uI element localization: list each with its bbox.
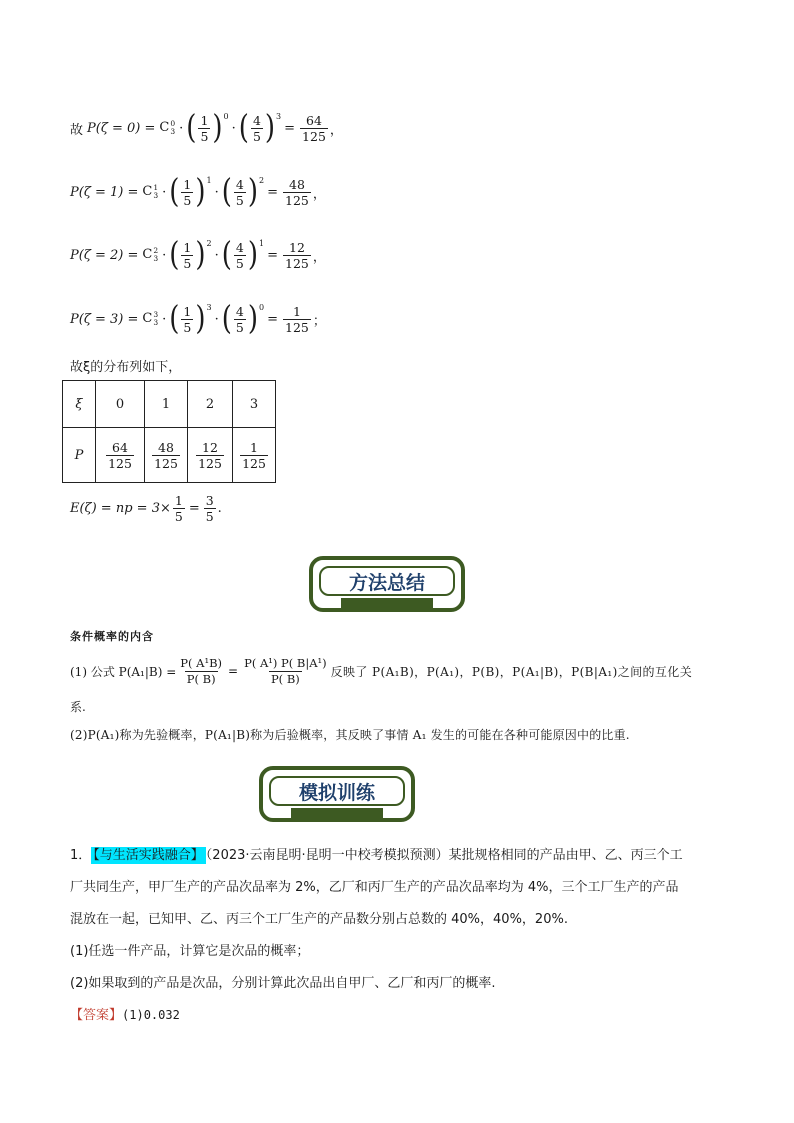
question-line-3: 混放在一起，已知甲、乙、丙三个工厂生产的产品数分别占总数的 40%，40%，20%. bbox=[70, 912, 568, 927]
punct: ， bbox=[329, 122, 343, 138]
method-heading: 条件概率的内含 bbox=[70, 630, 154, 643]
banner-title: 方法总结 bbox=[319, 566, 455, 596]
topic-tag: 【与生活实践融合】 bbox=[93, 848, 204, 863]
fraction: $\frac{1}{5}$ bbox=[200, 112, 209, 144]
distribution-intro: 故ξ的分布列如下， bbox=[70, 360, 182, 375]
question-number: 1． bbox=[70, 848, 92, 863]
table-cell: 0 bbox=[96, 381, 145, 428]
table-cell: $\frac{48}{125}$ bbox=[145, 428, 188, 483]
prob-lhs: P(ζ = 3) = bbox=[70, 311, 139, 327]
fraction: $\frac{4}{5}$ bbox=[252, 112, 261, 144]
fraction: $\frac{4}{5}$ bbox=[235, 239, 244, 271]
table-cell: ξ bbox=[63, 381, 96, 428]
method-summary-banner bbox=[309, 556, 465, 612]
prob-line-1: P(ζ = 1) = C 1 3 · ( $\frac{1}{5}$ ) 1 · ( $\frac{4}{5}$ ) 2 = $\frac{48}{125}$ ， bbox=[70, 173, 326, 211]
table-cell: $\frac{12}{125}$ bbox=[188, 428, 233, 483]
distribution-table bbox=[62, 380, 276, 483]
table-cell: P bbox=[63, 428, 96, 483]
question-source: （2023·云南昆明·昆明一中校考模拟预测）某批规格相同的产品由甲、乙、丙三个工 bbox=[205, 848, 683, 863]
answer-line bbox=[70, 1004, 180, 1023]
fraction: $\frac{3}{5}$ bbox=[205, 492, 214, 524]
sub-question-1: (1)任选一件产品，计算它是次品的概率； bbox=[70, 944, 310, 959]
combination: C 1 3 bbox=[142, 183, 159, 200]
combination: C 0 3 bbox=[159, 119, 176, 136]
table-cell: 3 bbox=[233, 381, 276, 428]
punct: ， bbox=[312, 186, 326, 202]
fraction: $\frac{\text{P( A¹) P( B|A¹)}}{P( B)}$ bbox=[244, 655, 327, 686]
result-fraction: $\frac{48}{125}$ bbox=[285, 176, 309, 208]
table-cell: 2 bbox=[188, 381, 233, 428]
fraction: $\frac{1}{5}$ bbox=[183, 303, 192, 335]
table-cell: $\frac{1}{125}$ bbox=[233, 428, 276, 483]
banner-title: 模拟训练 bbox=[269, 776, 405, 806]
table-cell: $\frac{64}{125}$ bbox=[96, 428, 145, 483]
prob-lhs: P(ζ = 1) = bbox=[70, 184, 139, 200]
punct: ； bbox=[312, 313, 326, 329]
table-cell: 1 bbox=[145, 381, 188, 428]
fraction: $\frac{4}{5}$ bbox=[235, 176, 244, 208]
answer-label: 【答案】 bbox=[70, 1008, 123, 1023]
prob-lhs: P(ζ = 0) = bbox=[87, 120, 156, 136]
question-line-1 bbox=[70, 844, 683, 863]
combination: C 3 3 bbox=[142, 310, 159, 327]
punct: ， bbox=[312, 249, 326, 265]
fraction: $\frac{1}{5}$ bbox=[183, 176, 192, 208]
method-item-1: (1) 公式 P(A₁|B) = $\frac{\text{P( A¹B)}}{P( B)}$ = $\frac{\text{P( A¹) P( B|A¹)}}{P( B)}$ 反映了 P(A₁B)，P(A₁)，P(B)，P(A₁|B)，P(B|A₁)之间的互化关 bbox=[70, 655, 693, 686]
result-fraction: $\frac{64}{125}$ bbox=[302, 112, 326, 144]
prob-line-2: P(ζ = 2) = C 2 3 · ( $\frac{1}{5}$ ) 2 · ( $\frac{4}{5}$ ) 1 = $\frac{12}{125}$ ， bbox=[70, 236, 326, 274]
expectation-line: E(ζ) = np = 3× $\frac{1}{5}$ = $\frac{3}{5}$ . bbox=[70, 492, 222, 524]
result-fraction: $\frac{12}{125}$ bbox=[285, 239, 309, 271]
fraction: $\frac{1}{5}$ bbox=[174, 492, 183, 524]
prob-line-0: 故 P(ζ = 0) = C 0 3 · ( $\frac{1}{5}$ ) 0 · ( $\frac{4}{5}$ ) 3 = $\frac{64}{125}$ ， bbox=[70, 109, 343, 147]
conclusion-word: 故 bbox=[70, 122, 84, 138]
answer-value: (1)0.032 bbox=[122, 1008, 180, 1022]
fraction: $\frac{\text{P( A¹B)}}{P( B)}$ bbox=[180, 655, 223, 686]
fraction: $\frac{1}{5}$ bbox=[183, 239, 192, 271]
result-fraction: $\frac{1}{125}$ bbox=[285, 303, 309, 335]
table-row bbox=[63, 428, 276, 483]
practice-banner bbox=[259, 766, 415, 822]
sub-question-2: (2)如果取到的产品是次品，分别计算此次品出自甲厂、乙厂和丙厂的概率. bbox=[70, 976, 496, 991]
table-row bbox=[63, 381, 276, 428]
method-item-2: (2)P(A₁)称为先验概率，P(A₁|B)称为后验概率，其反映了事情 A₁ 发生的可能在各种可能原因中的比重. bbox=[70, 728, 630, 742]
fraction: $\frac{4}{5}$ bbox=[235, 303, 244, 335]
prob-line-3: P(ζ = 3) = C 3 3 · ( $\frac{1}{5}$ ) 3 · ( $\frac{4}{5}$ ) 0 = $\frac{1}{125}$ ； bbox=[70, 300, 326, 338]
method-item-1-cont: 系. bbox=[70, 700, 86, 714]
combination: C 2 3 bbox=[142, 246, 159, 263]
prob-lhs: P(ζ = 2) = bbox=[70, 247, 139, 263]
question-line-2: 厂共同生产，甲厂生产的产品次品率为 2%，乙厂和丙厂生产的产品次品率均为 4%，三个工厂生产的产品 bbox=[70, 880, 679, 895]
